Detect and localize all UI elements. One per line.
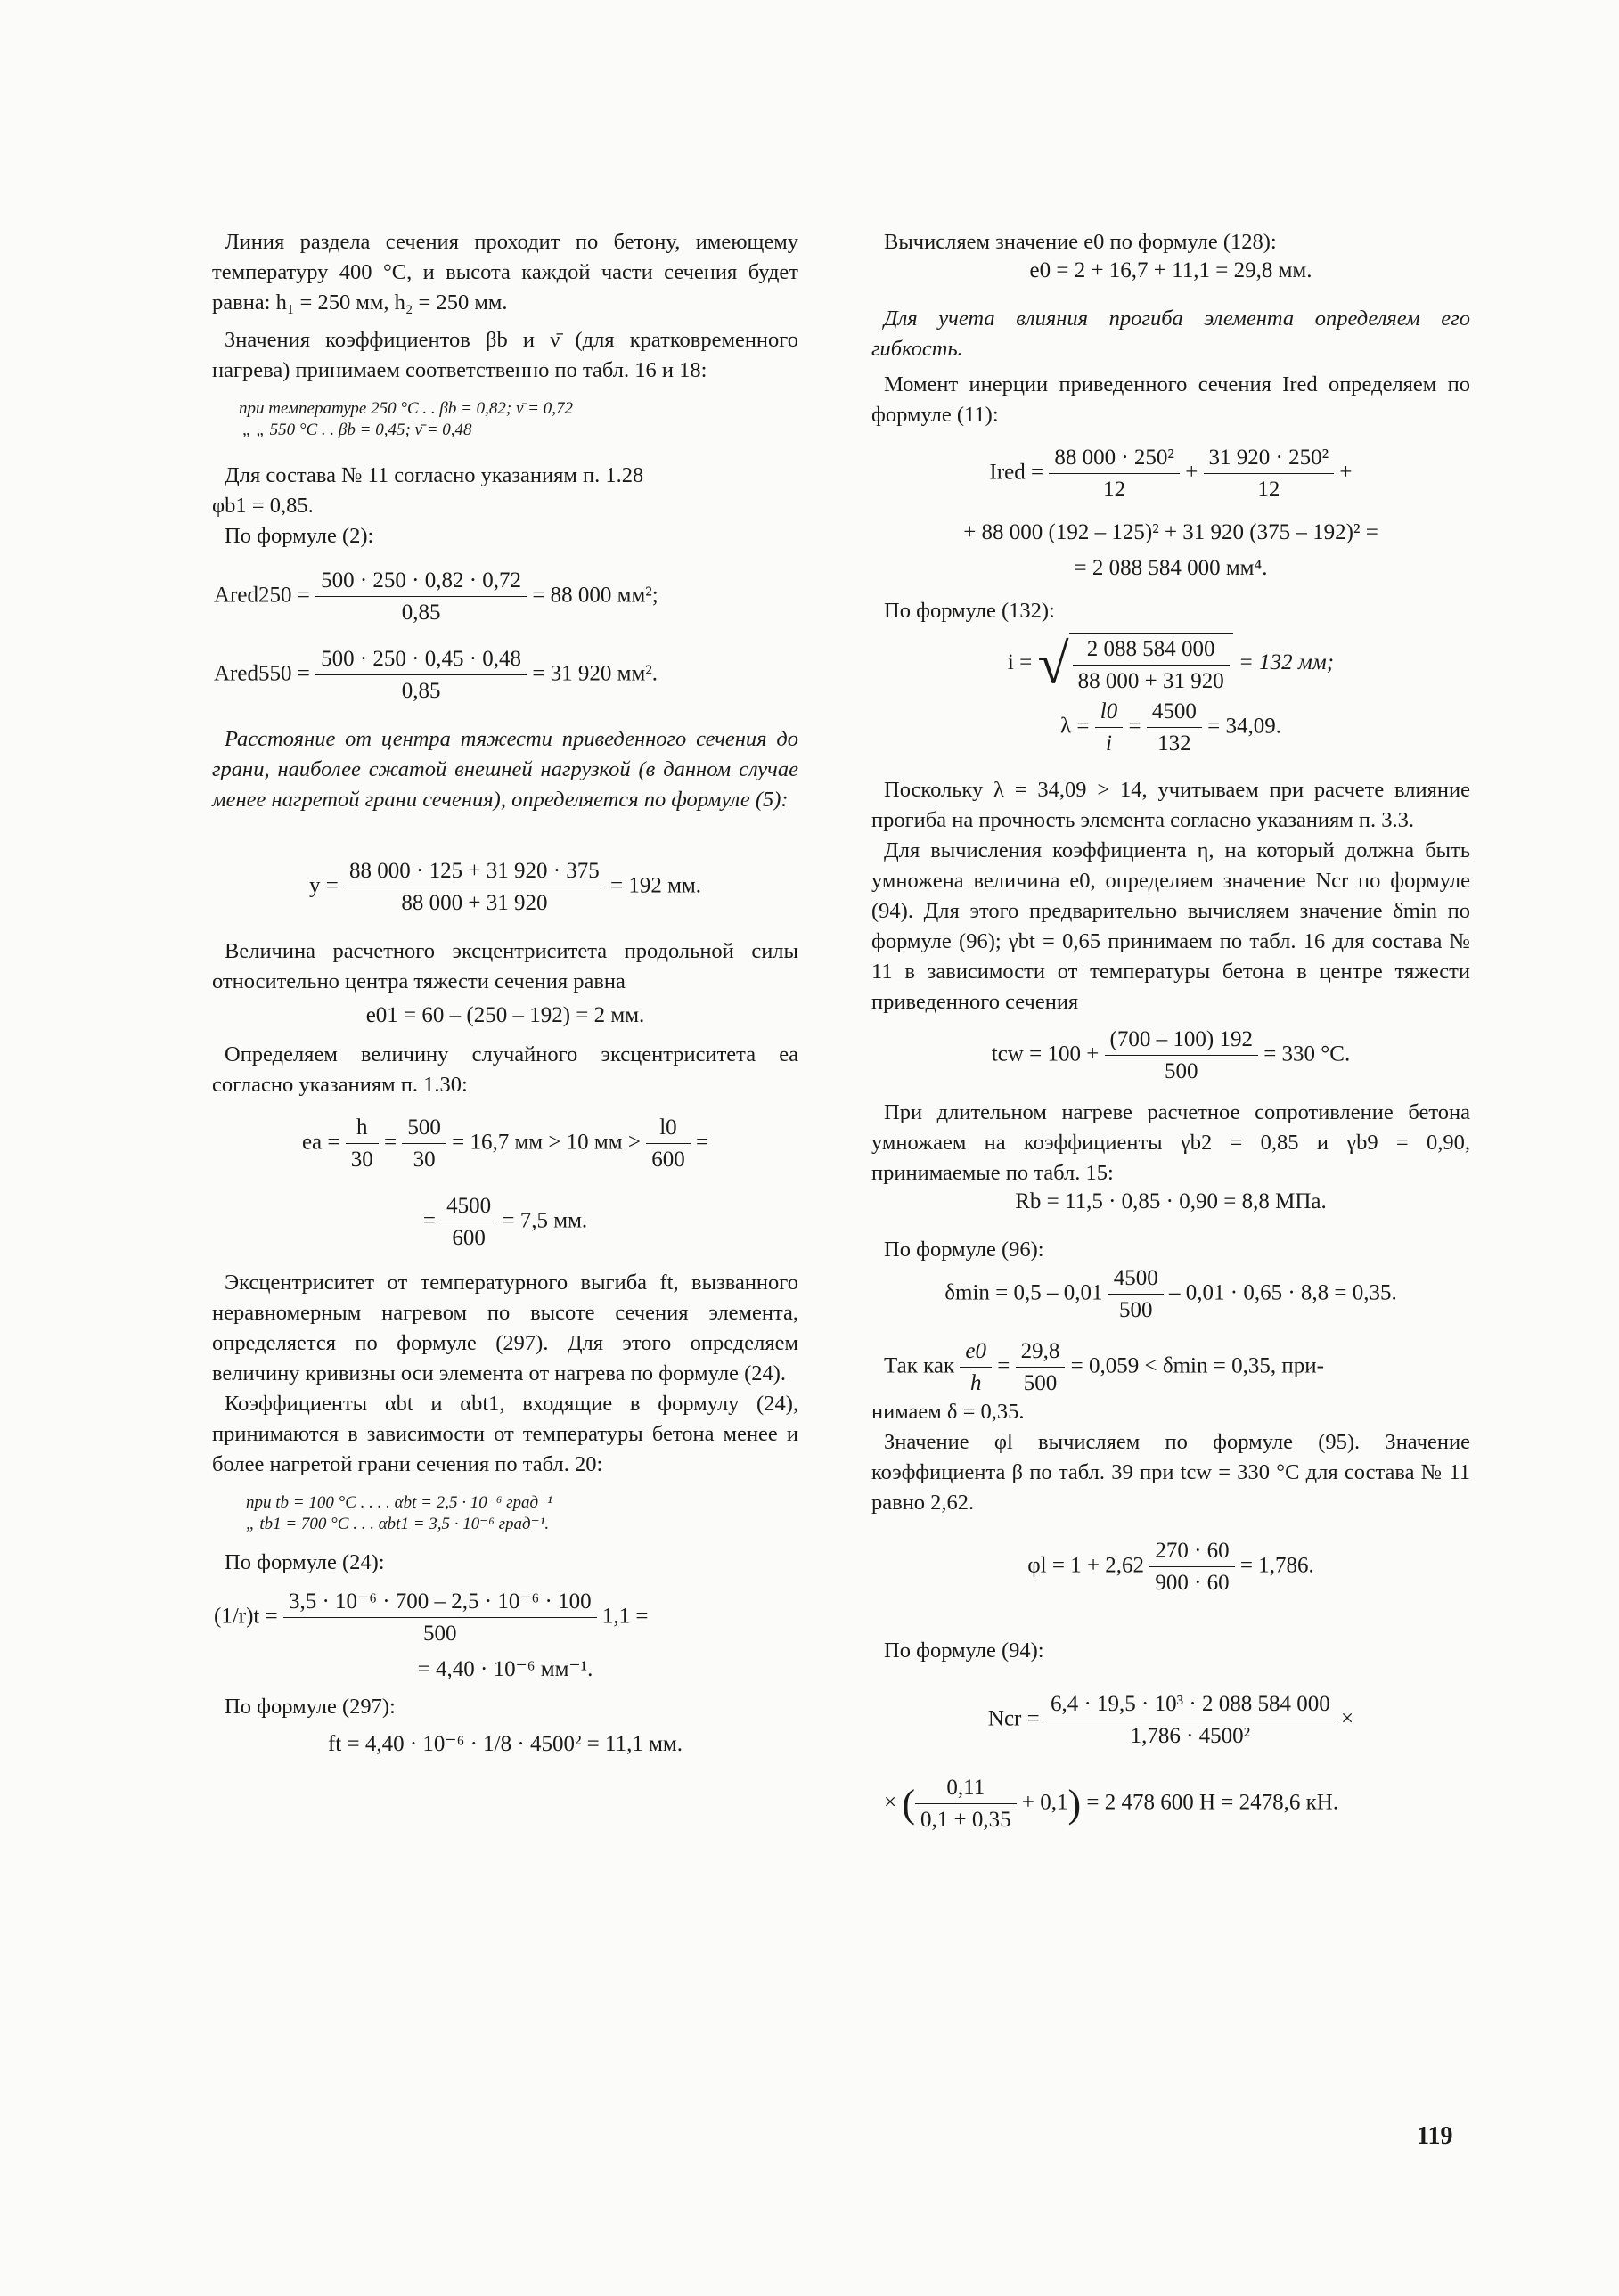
formula-y xyxy=(212,858,798,917)
formula-lhs: λ = xyxy=(1060,714,1090,739)
formula-lhs: × xyxy=(884,1790,897,1815)
denominator: h xyxy=(969,1371,982,1395)
paragraph: По формуле (297): xyxy=(225,1695,396,1719)
fraction xyxy=(315,646,527,705)
formula-rhs: = 31 920 мм². xyxy=(532,661,658,686)
denominator: 88 000 + 31 920 xyxy=(1077,669,1224,693)
formula-ea-result: = $\frac{4500}{600}$ = 7,5 мм. xyxy=(422,1194,588,1250)
formula-rhs: 1,1 = xyxy=(601,1604,649,1629)
table-line: „ tb1 = 700 °С . . . αbt1 = 3,5 · 10⁻⁶ град⁻¹. xyxy=(246,1515,550,1533)
paragraph: нимаем δ = 0,35. xyxy=(871,1400,1025,1424)
denominator: 30 xyxy=(350,1148,373,1172)
formula-phi-l xyxy=(871,1538,1470,1597)
formula-rhs: × xyxy=(1340,1706,1354,1731)
page-number: 119 xyxy=(1417,2122,1453,2150)
fraction xyxy=(1016,1338,1066,1397)
numerator: e0 xyxy=(960,1338,992,1368)
formula-rhs: = 132 мм; xyxy=(1238,650,1335,675)
denominator: 1,786 · 4500² xyxy=(1130,1724,1251,1748)
paragraph: По формуле (132): xyxy=(884,599,1055,623)
formula-rhs: = 192 мм. xyxy=(610,873,702,898)
right-column xyxy=(871,227,1470,1834)
table-line: при tb = 100 °С . . . . αbt = 2,5 · 10⁻⁶ град⁻¹ xyxy=(246,1493,552,1512)
paragraph: Вычисляем значение e0 по формуле (128): xyxy=(884,230,1277,254)
formula-rhs: = 7,5 мм. xyxy=(502,1208,588,1233)
numerator: 4500 xyxy=(441,1193,496,1222)
fraction xyxy=(646,1115,691,1173)
paragraph: Эксцентриситет от температурного выгиба ft, вызванного неравномерным нагревом по высоте сечения элемента, определяется по формуле (297). Для этого определяем величину кривизны оси элемента от нагрева по формуле (24). xyxy=(212,1271,798,1385)
fraction xyxy=(441,1193,496,1252)
denominator: 900 · 60 xyxy=(1155,1571,1230,1595)
formula-curvature-result: = 4,40 · 10⁻⁶ мм⁻¹. xyxy=(417,1657,593,1681)
paragraph: По формуле (96): xyxy=(884,1238,1044,1262)
sqrt-body xyxy=(1069,633,1233,695)
fraction xyxy=(1045,1691,1336,1750)
formula-ncr xyxy=(871,1691,1470,1750)
formula-ired-continued: + 88 000 (192 – 125)² + 31 920 (375 – 192)² = xyxy=(963,520,1378,544)
denominator: 0,85 xyxy=(401,601,441,625)
formula-lhs: Ared550 = xyxy=(214,661,310,686)
denominator: 0,1 + 0,35 xyxy=(920,1808,1011,1832)
formula-lhs: ea = xyxy=(301,1130,340,1155)
numerator: 4500 xyxy=(1108,1265,1164,1295)
fraction xyxy=(283,1589,597,1647)
formula-lambda: λ = $\frac{l0}{i}$ = $\frac{4500}{132}$ = 34,09. xyxy=(1060,699,1281,756)
formula-rhs: = xyxy=(695,1130,709,1155)
denominator: 88 000 + 31 920 xyxy=(401,891,548,915)
numerator: 500 · 250 · 0,45 · 0,48 xyxy=(315,646,527,675)
numerator: (700 – 100) 192 xyxy=(1105,1026,1258,1056)
fraction xyxy=(344,858,605,917)
formula-ired-result: = 2 088 584 000 мм⁴. xyxy=(1074,556,1268,580)
fraction xyxy=(402,1115,446,1173)
paragraph: Для вычисления коэффициента η, на который должна быть умножена величина e0, определяем значение Ncr по формуле (94). Для этого предварительно вычисляем значение δmin по формуле (96); γbt = 0,65 принимаем по табл. 16 для состава № 11 в зависимости от температуры бетона в центре тяжести приведенного сечения xyxy=(871,838,1470,1014)
paragraph: По формуле (94): xyxy=(884,1638,1044,1663)
table-line: при температуре 250 °С . . βb = 0,82; ν̄ = 0,72 xyxy=(239,399,573,418)
denominator: 500 xyxy=(1119,1298,1153,1322)
paragraph: При длительном нагреве расчетное сопротивление бетона умножаем на коэффициенты γb2 = 0,85 и γb9 = 0,90, принимаемые по табл. 15: xyxy=(871,1100,1470,1185)
fraction xyxy=(1147,699,1202,757)
paragraph: Для состава № 11 согласно указаниям п. 1.28 xyxy=(225,463,644,487)
formula-lhs: Ncr = xyxy=(987,1706,1040,1731)
numerator: 3,5 · 10⁻⁶ · 700 – 2,5 · 10⁻⁶ · 100 xyxy=(283,1589,597,1618)
paren-close: ) xyxy=(1067,1782,1082,1826)
numerator: 500 xyxy=(402,1115,446,1144)
fraction xyxy=(1149,1538,1234,1597)
formula-rhs: = 34,09. xyxy=(1207,714,1281,739)
numerator: l0 xyxy=(1095,699,1123,728)
formula-e0-h: Так как $\frac{e0}{h}$ = $\frac{29,8}{500}$ = 0,059 < δmin = 0,35, при- xyxy=(884,1339,1324,1395)
formula-rhs: = 88 000 мм²; xyxy=(532,583,658,608)
numerator: 0,11 xyxy=(915,1775,1017,1804)
table-line: „ „ 550 °С . . βb = 0,45; ν̄ = 0,48 xyxy=(242,421,472,439)
formula-lhs: Ared250 = xyxy=(214,583,310,608)
formula-rhs: = 0,059 < δmin = 0,35, при- xyxy=(1070,1353,1324,1378)
formula-ired: Ired = $\frac{\text{88 000 · 250²}}{12}$ + $\frac{\text{31 920 · 250²}}{12}$ + xyxy=(989,445,1353,502)
formula-text: Так как xyxy=(884,1353,955,1378)
fraction xyxy=(960,1338,992,1397)
paragraph: Расстояние от центра тяжести приведенного сечения до грани, наиболее сжатой внешней нагрузкой (в данном случае менее нагретой грани сечения), определяется по формуле (5): xyxy=(212,727,798,812)
denominator: 600 xyxy=(452,1226,486,1250)
formula-mid: + 0,1 xyxy=(1021,1790,1068,1815)
paragraph: Для учета влияния прогиба элемента определяем его гибкость. xyxy=(871,306,1470,361)
sqrt-sign: √ xyxy=(1037,632,1069,696)
numerator: 500 · 250 · 0,82 · 0,72 xyxy=(315,568,527,597)
formula-ft: ft = 4,40 · 10⁻⁶ · 1/8 · 4500² = 11,1 мм. xyxy=(327,1732,683,1756)
formula-e0: e0 = 2 + 16,7 + 11,1 = 29,8 мм. xyxy=(1029,258,1312,282)
formula-rhs: = 1,786. xyxy=(1239,1553,1314,1578)
formula-ared250 xyxy=(212,568,798,626)
formula-rhs: = 2 478 600 Н = 2478,6 кН. xyxy=(1086,1790,1339,1815)
formula-e01: e01 = 60 – (250 – 192) = 2 мм. xyxy=(365,1003,645,1027)
paragraph: Значения коэффициентов βb и ν̄ (для кратковременного нагрева) принимаем соответственно по табл. 16 и 18: xyxy=(212,328,798,382)
fraction xyxy=(915,1775,1017,1834)
fraction xyxy=(1073,636,1230,695)
formula-delta-min xyxy=(871,1265,1470,1324)
denominator: 500 xyxy=(423,1622,457,1646)
denominator: 600 xyxy=(651,1148,685,1172)
denominator: 132 xyxy=(1157,731,1191,756)
formula-ared550 xyxy=(212,646,798,705)
fraction xyxy=(1108,1265,1164,1324)
formula-rhs: – 0,01 · 0,65 · 8,8 = 0,35. xyxy=(1169,1280,1397,1305)
formula-lhs: φl = 1 + 2,62 xyxy=(1027,1553,1145,1578)
formula-lhs: Ired = xyxy=(989,460,1044,485)
paragraph: Значение φl вычисляем по формуле (95). Значение коэффициента β по табл. 39 при tcw = 330 °С для состава № 11 равно 2,62. xyxy=(871,1430,1470,1515)
formula-lhs: tcw = 100 + xyxy=(991,1042,1100,1066)
formula-lhs: (1/r)t = xyxy=(214,1604,278,1629)
formula-lhs: y = xyxy=(308,873,339,898)
paragraph: Определяем величину случайного эксцентриситета ea согласно указаниям п. 1.30: xyxy=(212,1042,798,1097)
formula-rb: Rb = 11,5 · 0,85 · 0,90 = 8,8 МПа. xyxy=(1015,1189,1327,1213)
fraction xyxy=(1049,445,1180,503)
formula-mid: = 16,7 мм > 10 мм > xyxy=(452,1130,641,1155)
denominator: 500 xyxy=(1023,1371,1058,1395)
numerator: h xyxy=(346,1115,379,1144)
left-column xyxy=(212,227,798,1758)
denominator: 0,85 xyxy=(401,679,441,703)
denominator: 12 xyxy=(1257,478,1280,502)
fraction xyxy=(346,1115,379,1173)
fraction xyxy=(1105,1026,1258,1085)
formula-rhs: = 330 °С. xyxy=(1263,1042,1351,1066)
numerator: l0 xyxy=(646,1115,691,1144)
numerator: 31 920 · 250² xyxy=(1204,445,1335,474)
numerator: 2 088 584 000 xyxy=(1073,636,1230,666)
formula-lhs: δmin = 0,5 – 0,01 xyxy=(944,1280,1103,1305)
paragraph: Коэффициенты αbt и αbt1, входящие в формулу (24), принимаются в зависимости от температуры бетона менее и более нагретой грани сечения по табл. 20: xyxy=(212,1392,798,1476)
paragraph: Поскольку λ = 34,09 > 14, учитываем при расчете влияние прогиба на прочность элемента согласно указаниям п. 3.3. xyxy=(871,778,1470,832)
paragraph: По формуле (2): xyxy=(225,524,374,548)
formula-tcw xyxy=(871,1026,1470,1085)
formula-lhs: i = xyxy=(1007,650,1033,675)
numerator: 4500 xyxy=(1147,699,1202,728)
formula-ea: ea = $\frac{h}{30}$ = $\frac{500}{30}$ = 16,7 мм > 10 мм > $\frac{l0}{600}$ = xyxy=(301,1115,709,1172)
formula-i xyxy=(871,633,1470,695)
numerator: 6,4 · 19,5 · 10³ · 2 088 584 000 xyxy=(1045,1691,1336,1720)
denominator: 500 xyxy=(1165,1059,1198,1083)
denominator: 30 xyxy=(413,1148,436,1172)
paragraph: Момент инерции приведенного сечения Ired определяем по формуле (11): xyxy=(871,372,1470,427)
numerator: 29,8 xyxy=(1016,1338,1066,1368)
paren-open: ( xyxy=(902,1782,916,1826)
paragraph: Величина расчетного эксцентриситета продольной силы относительно центра тяжести сечения равна xyxy=(212,939,798,993)
formula-ncr-result xyxy=(871,1775,1470,1834)
fraction xyxy=(1204,445,1335,503)
numerator: 270 · 60 xyxy=(1149,1538,1234,1567)
denominator: 12 xyxy=(1103,478,1126,502)
paragraph: φb1 = 0,85. xyxy=(212,494,314,518)
denominator: i xyxy=(1106,731,1112,756)
numerator: 88 000 · 125 + 31 920 · 375 xyxy=(344,858,605,887)
formula-curvature xyxy=(212,1589,798,1647)
fraction xyxy=(1095,699,1123,757)
paragraph: По формуле (24): xyxy=(225,1550,385,1574)
numerator: 88 000 · 250² xyxy=(1049,445,1180,474)
fraction xyxy=(315,568,527,626)
paragraph: Линия раздела сечения проходит по бетону, имеющему температуру 400 °С, и высота каждой части сечения будет равна: h₁ = 250 мм, h₂ = 250 мм. xyxy=(212,230,798,315)
